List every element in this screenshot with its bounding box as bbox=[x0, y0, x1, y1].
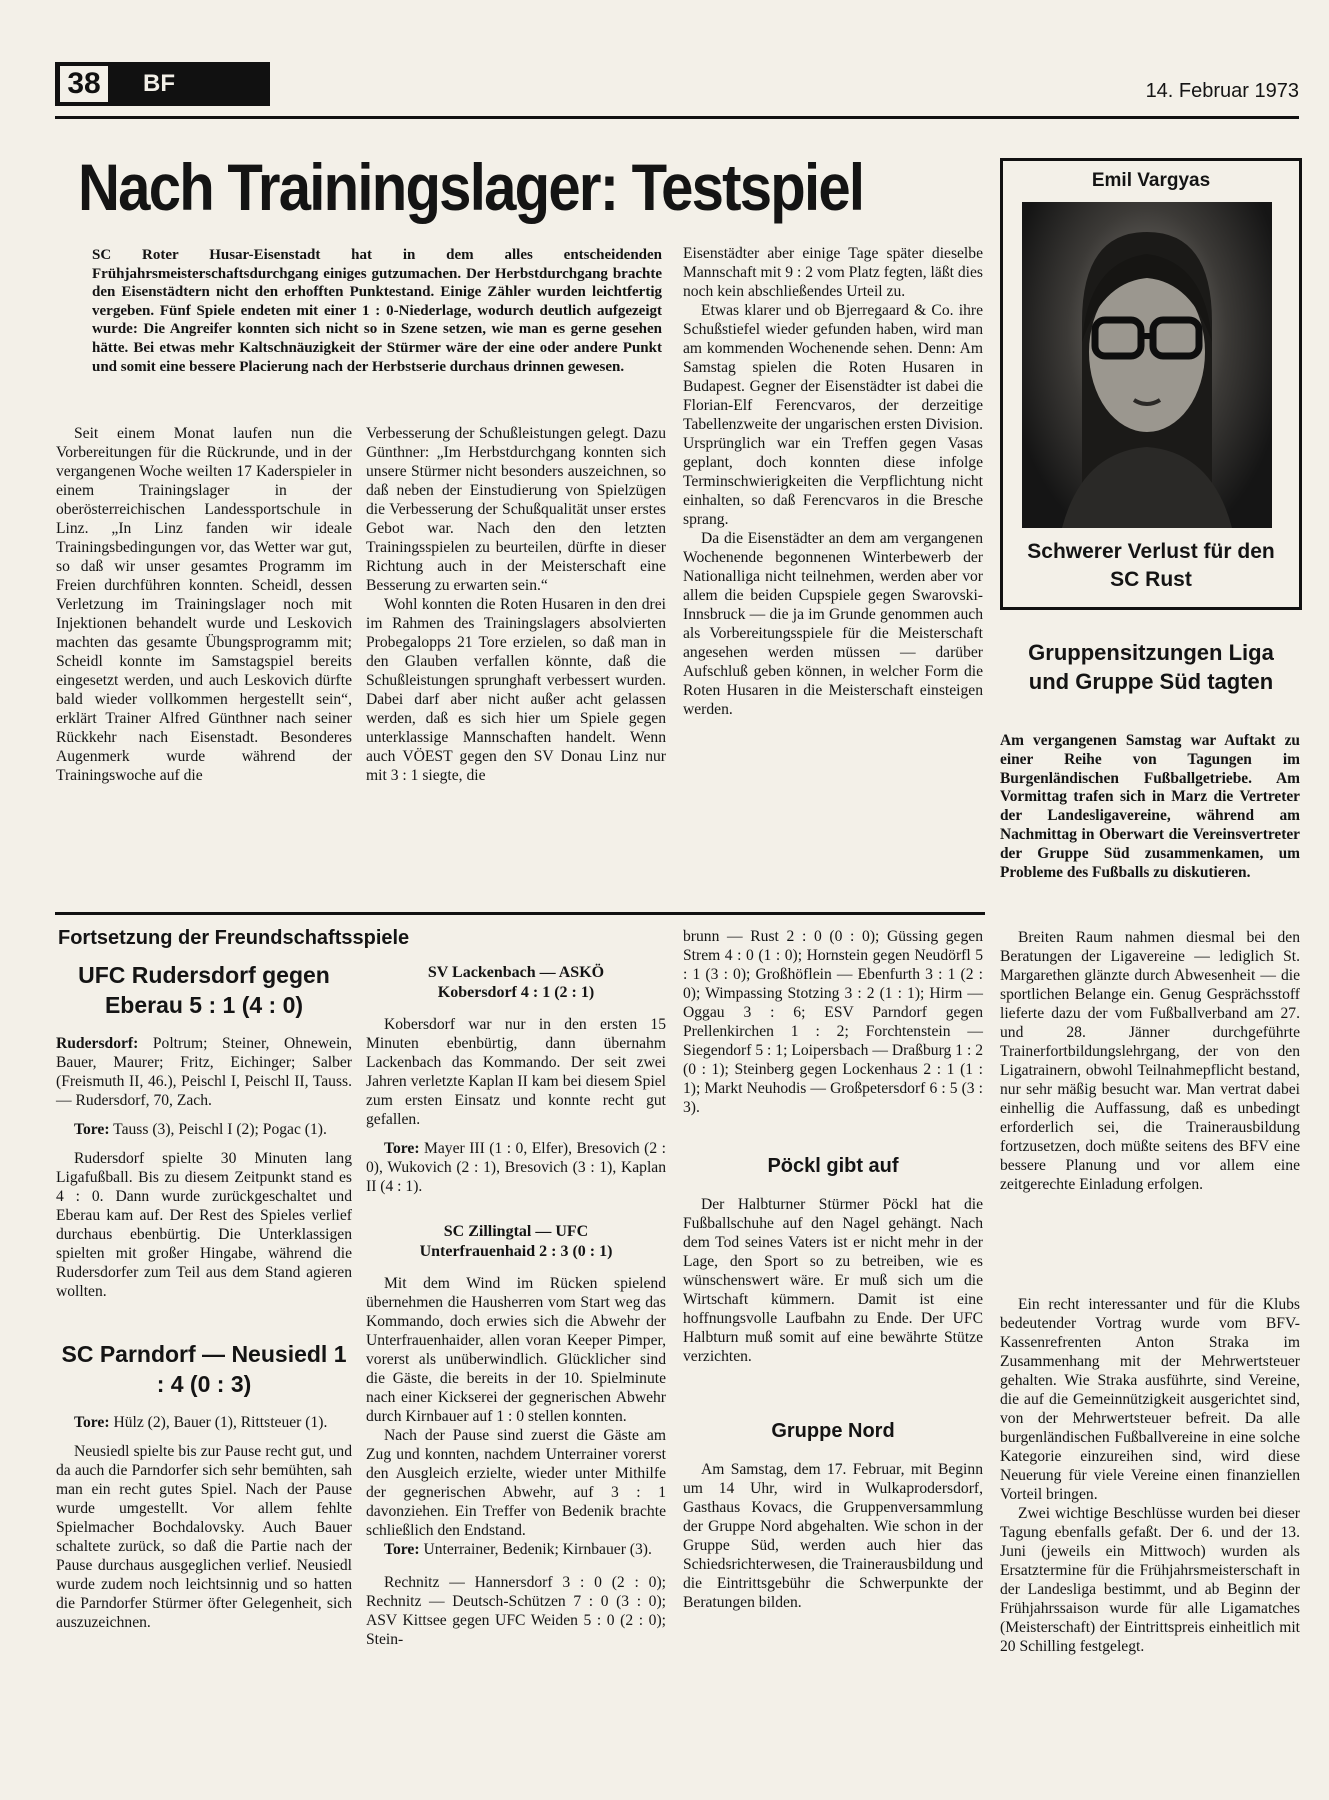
match-headline: UFC Rudersdorf gegen Eberau 5 : 1 (4 : 0) bbox=[78, 962, 330, 1018]
paragraph: Rudersdorf spielte 30 Minuten lang Ligafußball. Bis zu diesem Zeitpunkt stand es 4 : 0. Dann wurde zurückgeschaltet und Eberau kam auf. Der Rest des Spieles verlief durchaus ebenbürtig. Die Unterklassigen spielten mit großer Hingabe, während die Rudersdorfer zum Teil aus dem Stand agieren wollten. bbox=[56, 1150, 352, 1300]
main-column-1 bbox=[56, 424, 352, 785]
paragraph: Eisenstädter aber einige Tage später dieselbe Mannschaft mit 9 : 2 vom Platz fegten, läßt dies noch kein abschließendes Urteil zu. bbox=[683, 245, 983, 300]
paragraph: Da die Eisenstädter an dem am vergangenen Wochenende begonnenen Winterbewerb der Nationalliga nicht teilnehmen, werden aber vor allem die beiden Cupspiele gegen Swarovski-Innsbruck — die ja im Grunde genommen auch als Vorbereitungsspiele für die Meisterschaft angesehen werden müssen — darüber Aufschluß geben können, in welcher Form die Roten Husaren in die Meisterschaft einsteigen werden. bbox=[683, 530, 983, 718]
paragraph: Ein recht interessanter und für die Klubs bedeutender Vortrag wurde vom BFV-Kassenrefrenten Anton Straka im Zusammenhang mit der Mehrwertsteuer gehalten. Wie Straka ausführte, sind Vereine, die auf die Gemeinnützigkeit ausgerichtet sind, von der Mehrwertsteuer befreit. Da alle burgenländischen Fußballvereine in eine solche Kategorie einzureihen sind, wird diese Neuerung für viele Vereine einen finanziellen Vorteil bringen. bbox=[1000, 1296, 1300, 1503]
bottom-column-3 bbox=[683, 927, 983, 1612]
main-headline: Nach Trainingslager: Testspiel bbox=[78, 150, 864, 224]
paragraph: Zwei wichtige Beschlüsse wurden bei dieser Tagung ebenfalls gefaßt. Der 6. und der 13. Juni (jeweils ein Mittwoch) wurden als Ersatztermine für die Frühjahrsmeisterschaft in der Landesliga bestimmt, und ab Beginn der Frühjahrssaison wurde für alle Ligamatches (Meisterschaft) der Eintrittspreis einheitlich mit 20 Schilling festgelegt. bbox=[1000, 1505, 1300, 1655]
paragraph: Verbesserung der Schußleistungen gelegt. Dazu Günthner: „Im Herbstdurchgang konnten sich unsere Stürmer nicht besonders auszeichnen, so daß neben der Einstudierung von Spielzügen die Verbesserung der Schußqualität unser erstes Gebot war. Nach den den letzten Trainingsspielen zu beurteilen, dürfte in dieser Richtung auch in der Meisterschaft eine Besserung zu erwarten sein.“ bbox=[366, 425, 666, 594]
paragraph: Nach der Pause sind zuerst die Gäste am Zug und konnten, nachdem Unterrainer vorerst den Ausgleich erzielte, wieder unter Mithilfe der gegnerischen Abwehr, auf 3 : 1 davonziehen. Ein Treffer von Bedenik brachte schließlich den Endstand. bbox=[366, 1427, 666, 1539]
bottom-section-title: Fortsetzung der Freundschaftsspiele bbox=[58, 927, 410, 949]
match-headline: SC Zillingtal — UFC Unterfrauenhaid 2 : 3 (0 : 1) bbox=[419, 1223, 613, 1260]
paragraph: Der Halbturner Stürmer Pöckl hat die Fußballschuhe auf den Nagel gehängt. Nach dem Tod seines Vaters ist er nicht mehr in der Lage, den Sport so zu betreiben, wie es wünschenswert wäre. Er muß sich um die Wirtschaft kümmern. Damit ist eine hoffnungsvolle Laufbahn zu Ende. Der UFC Halbturn muß somit auf eine bewährte Stütze verzichten. bbox=[683, 1196, 983, 1365]
match-headline: SC Parndorf — Neusiedl 1 : 4 (0 : 3) bbox=[61, 1341, 347, 1397]
photo-box-name: Emil Vargyas bbox=[1091, 170, 1211, 191]
paragraph: Rechnitz — Hannersdorf 3 : 0 (2 : 0); Rechnitz — Deutsch-Schützen 7 : 0 (3 : 0); ASV Kittsee gegen UFC Weiden 5 : 0 (2 : 0); Stein- bbox=[366, 1574, 666, 1648]
portrait-photo bbox=[1022, 202, 1272, 528]
subheadline: Gruppe Nord bbox=[771, 1420, 895, 1442]
issue-date: 14. Februar 1973 bbox=[1145, 80, 1299, 102]
goals-text: Tauss (3), Peischl I (2); Pogac (1). bbox=[113, 1121, 327, 1138]
lineup-label: Rudersdorf: bbox=[56, 1035, 139, 1052]
sidebar-body-upper bbox=[1000, 928, 1300, 1194]
subheadline: Pöckl gibt auf bbox=[767, 1155, 899, 1177]
main-column-2 bbox=[366, 424, 666, 785]
goals-label: Tore: bbox=[74, 1121, 110, 1138]
bottom-column-1 bbox=[56, 960, 352, 1632]
paragraph: Etwas klarer und ob Bjerregaard & Co. ihre Schußstiefel wieder gefunden haben, wird man am kommenden Wochenende sehen. Denn: Am Samstag spielen die Roten Husaren in Budapest. Gegner der Eisenstädter ist dabei die Florian-Elf Ferencvaros, der derzeitige Tabellenzweite der ungarischen ersten Division. Ursprünglich war ein Treffen gegen Vasas geplant, doch konnten diese infolge Terminschwierigkeiten die Verpflichtung nicht einhalten, so daß Ferencvaros in die Bresche sprang. bbox=[683, 302, 983, 528]
goals-text: Hülz (2), Bauer (1), Rittsteuer (1). bbox=[113, 1414, 328, 1431]
photo-caption: Schwerer Verlust für den SC Rust bbox=[1027, 540, 1275, 591]
sidebar-lead: Am vergangenen Samstag war Auftakt zu einer Reihe von Tagungen im Burgenländischen Fußballgetriebe. Am Vormittag trafen sich in Marz die Vertreter der Landesligavereine, während am Nachmittag in Oberwart die Vereinsvertreter der Gruppe Süd zusammenkamen, um Probleme des Fußballs zu diskutieren. bbox=[1000, 732, 1300, 881]
page-number: 38 bbox=[60, 66, 108, 102]
goals-label: Tore: bbox=[384, 1140, 420, 1157]
paragraph: Mit dem Wind im Rücken spielend übernehmen die Hausherren vom Start weg das Kommando, doch erwies sich die Abwehr der Unterfrauenhaider, allen voran Keeper Pimper, vorerst als unüberwindlich. Glücklicher sind die Gäste, die bereits in der 10. Spielminute nach einer Kickserei der gegnerischen Abwehr durch Kirnbauer auf 1 : 0 stellen konnten. bbox=[366, 1275, 666, 1425]
sidebar-headline: Gruppensitzungen Liga und Gruppe Süd tagten bbox=[1028, 640, 1274, 694]
paragraph: brunn — Rust 2 : 0 (0 : 0); Güssing gegen Strem 4 : 0 (1 : 0); Hornstein gegen Neudörfl 5 : 1 (3 : 0); Großhöflein — Ebenfurth 3 : 1 (2 : 0); Wimpassing Stotzing 3 : 2 (1 : 1); Hirm — Oggau 3 : 6; ESV Parndorf gegen Prellenkirchen 1 : 2; Forchtenstein — Siegendorf 5 : 1; Loipersbach — Draßburg 1 : 2 (0 : 1); Steinberg gegen Lockenhaus 2 : 1 (1 : 1); Markt Neuhodis — Großpetersdorf 6 : 5 (3 : 3). bbox=[683, 928, 983, 1116]
paragraph: Kobersdorf war nur in den ersten 15 Minuten ebenbürtig, dann übernahm Lackenbach das Kommando. Der seit zwei Jahren verletzte Kaplan II kam bei diesem Spiel zum ersten Einsatz und konnte recht gut gefallen. bbox=[366, 1016, 666, 1128]
goals-label: Tore: bbox=[74, 1414, 110, 1431]
portrait-illustration bbox=[1022, 202, 1272, 528]
goals-label: Tore: bbox=[384, 1541, 420, 1558]
bottom-column-2 bbox=[366, 963, 666, 1649]
section-rule bbox=[55, 912, 985, 915]
paragraph: Neusiedl spielte bis zur Pause recht gut, und da auch die Parndorfer sich sehr bemühten, sah man ein recht gutes Spiel. Nach der Pause wurde umgestellt. Vor allem fehlte Spielmacher Bochdalovsky. Auch Bauer schaltete zurück, so daß die Partie nach der Pause durchaus ausgeglichen verlief. Neusiedl wurde zudem noch leichtsinnig und so hatten die Parndorfer Stürmer öfter Gelegenheit, sich auszuzeichnen. bbox=[56, 1443, 352, 1631]
match-headline: SV Lackenbach — ASKÖ Kobersdorf 4 : 1 (2 : 1) bbox=[427, 964, 605, 1001]
header-rule bbox=[55, 116, 1299, 119]
section-label: BF bbox=[115, 62, 270, 106]
goals-text: Mayer III (1 : 0, Elfer), Bresovich (2 : 0), Wukovich (2 : 1), Bresovich (3 : 1), Kaplan II (4 : 1). bbox=[366, 1140, 666, 1195]
goals-text: Unterrainer, Bedenik; Kirnbauer (3). bbox=[423, 1541, 652, 1558]
paragraph: Breiten Raum nahmen diesmal bei den Beratungen der Ligavereine — lediglich St. Margarethen glänzte durch Abwesenheit — die sportlichen Belange ein. Genug Gesprächsstoff lieferte dazu der vom Fußballverband am 27. und 28. Jänner durchgeführte Trainerfortbildungslehrgang, der von den Ligatrainern, obwohl Teilnahmepflicht bestand, nur sehr mäßig besucht war. Man vertrat dabei einhellig die Auffassung, daß es unbedingt erforderlich sei, die Trainerausbildung fortzusetzen, doch müßte seitens des BFV eine bessere Planung und vor allem eine zeitgerechte Einladung erfolgen. bbox=[1000, 929, 1300, 1193]
main-lead: SC Roter Husar-Eisenstadt hat in dem alles entscheidenden Frühjahrsmeisterschaftsdurchgang einiges gutzumachen. Der Herbstdurchgang brachte den Eisenstädtern nicht den erhofften Punktestand. Einige Zähler wurden leichtfertig vergeben. Fünf Spiele endeten mit einer 1 : 0-Niederlage, wodurch deutlich aufgezeigt wurde: Die Angreifer konnten sich nicht so in Szene setzen, wie man es gerne gesehen hätte. Bei etwas mehr Kaltschnäuzigkeit der Stürmer wäre der eine oder andere Punkt und somit eine bessere Placierung nach der Herbstserie durchaus drinnen gewesen. bbox=[92, 247, 662, 375]
sidebar-body-lower bbox=[1000, 1295, 1300, 1656]
paragraph: Wohl konnten die Roten Husaren in den drei im Rahmen des Trainingslagers absolvierten Probegalopps 21 Tore erzielen, so daß man in den Glauben verfallen könnte, daß die Schußleistungen sprunghaft verbessert wurden. Dabei darf aber nicht außer acht gelassen werden, daß es sich hier um Spiele gegen unterklassige Mannschaften handelt. Wenn auch VÖEST gegen den SV Donau Linz nur mit 3 : 1 siegte, die bbox=[366, 596, 666, 784]
paragraph: Am Samstag, dem 17. Februar, mit Beginn um 14 Uhr, wird in Wulkaprodersdorf, Gasthaus Kovacs, die Gruppenversammlung der Gruppe Nord abgehalten. Wie schon in der Gruppe Süd, werden auch hier das Schiedsrichterwesen, die Trainerausbildung und die Eintrittsgebühr die Schwerpunkte der Beratungen bilden. bbox=[683, 1461, 983, 1611]
paragraph: Seit einem Monat laufen nun die Vorbereitungen für die Rückrunde, und in der vergangenen Woche weilten 17 Kaderspieler in einem Trainingslager in der oberösterreichischen Landessportschule in Linz. „In Linz fanden wir ideale Trainingsbedingungen vor, das Wetter war gut, so daß wir unser gesamtes Programm im Freien durchführen konnten. Scheidl, dessen Verletzung im Trainingslager noch mit Injektionen behandelt wurde und Leskovich machten das gesamte Übungsprogramm mit; Scheidl konnte im Samstagspiel bereits eingesetzt werden, und auch Leskovich dürfte bald wieder vollkommen hergestellt sein“, erklärt Trainer Alfred Günthner nach seiner Rückkehr nach Eisenstadt. Besonderes Augenmerk wurde während der Trainingswoche auf die bbox=[56, 425, 352, 784]
lineup-text: Poltrum; Steiner, Ohnewein, Bauer, Maurer; Fritz, Eichinger; Salber (Freismuth II, 46.), Peischl I, Peischl II, Tauss. — Rudersdorf, 70, Zach. bbox=[56, 1035, 352, 1109]
main-column-3 bbox=[683, 244, 983, 719]
